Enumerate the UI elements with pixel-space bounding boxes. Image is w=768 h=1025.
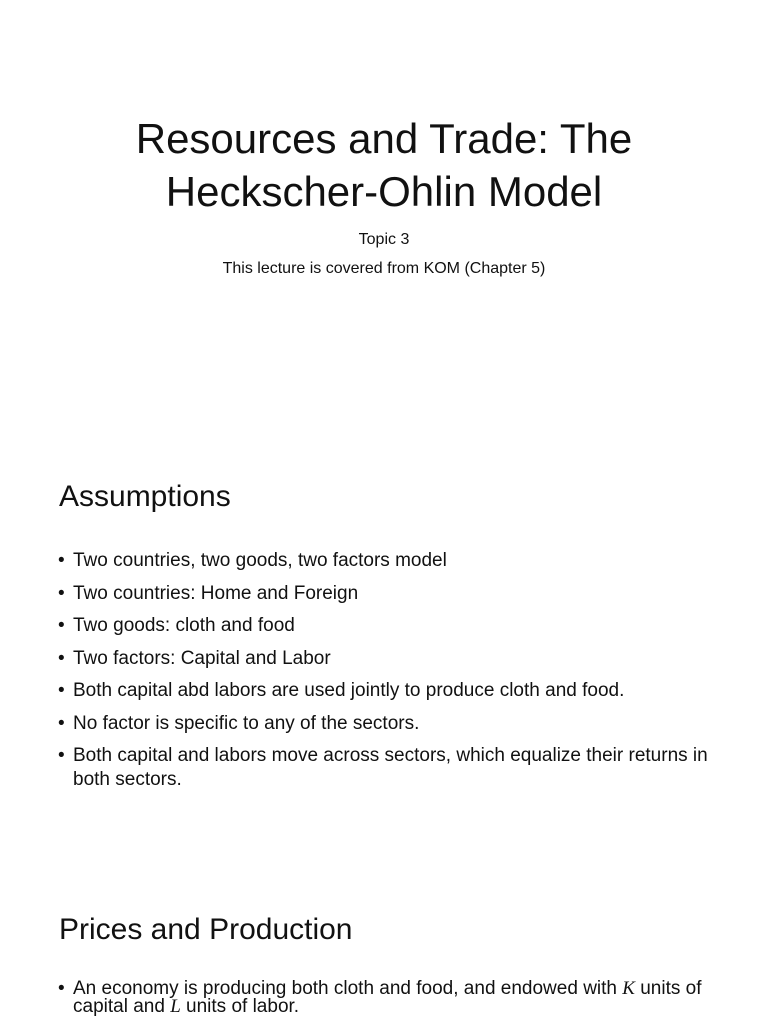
list-item: • Two countries: Home and Foreign (58, 582, 718, 606)
list-item: • No factor is specific to any of the sectors. (58, 712, 718, 736)
list-item (58, 980, 718, 1016)
slide-title (40, 112, 728, 218)
lecture-source-subtitle: This lecture is covered from KOM (Chapter 5) (222, 260, 546, 277)
assumptions-list (58, 549, 718, 801)
bullet-text-part: An economy is producing both cloth and food, and endowed with (73, 978, 617, 999)
bullet-text-part: units of labor. (186, 996, 300, 1017)
title-line-1: Resources and Trade: The (135, 115, 633, 162)
assumptions-slide (0, 432, 768, 864)
list-item: • Both capital and labors move across sectors, which equalize their returns in both sectors. (58, 744, 718, 792)
labor-variable: L (170, 996, 181, 1017)
prices-production-list (58, 980, 718, 1025)
prices-production-slide (0, 864, 768, 1024)
title-line-2: Heckscher-Ohlin Model (165, 168, 603, 215)
list-item: • Both capital abd labors are used jointly to produce cloth and food. (58, 679, 718, 703)
list-item: • Two goods: cloth and food (58, 614, 718, 638)
title-slide (0, 0, 768, 432)
assumptions-heading: Assumptions (59, 480, 231, 513)
topic-subtitle: Topic 3 (358, 231, 410, 248)
list-item: • Two countries, two goods, two factors model (58, 549, 718, 573)
capital-variable: K (622, 978, 635, 999)
bullet-text-part: units of capital and (73, 978, 702, 1017)
list-item: • Two factors: Capital and Labor (58, 647, 718, 671)
prices-production-heading: Prices and Production (59, 913, 353, 946)
